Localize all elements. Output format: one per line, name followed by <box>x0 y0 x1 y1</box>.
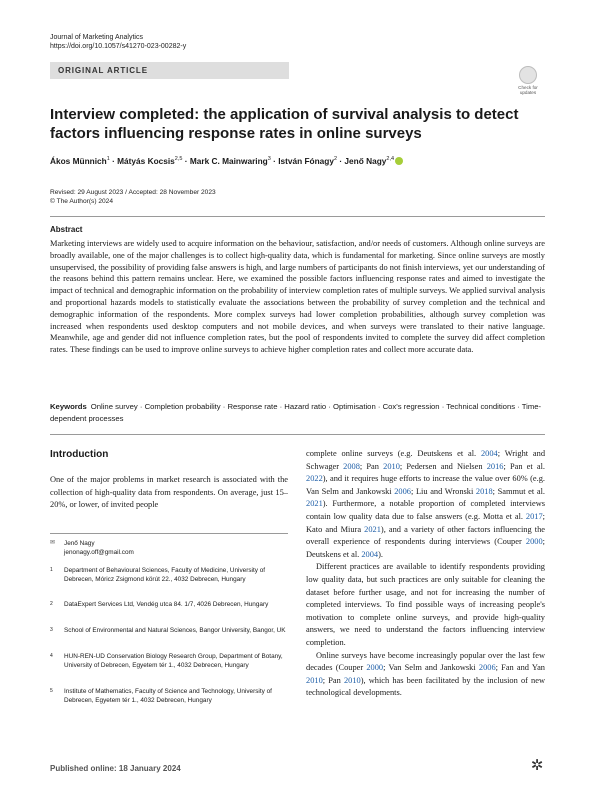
text-segment: ). Furthermore, a notable proportion of completed interviews contain low quality data due to false answers (e.g. Motta et al. <box>306 499 545 521</box>
introduction-paragraph-1 <box>306 448 545 561</box>
journal-doi[interactable]: https://doi.org/10.1057/s41270-023-00282-y <box>50 43 187 50</box>
affiliation-text: School of Environmental and Natural Sciences, Bangor University, Bangor, UK <box>64 627 286 634</box>
orcid-icon[interactable] <box>395 157 403 165</box>
text-segment: ; Fan and Yan <box>495 663 545 673</box>
affiliation-text: Department of Behavioural Sciences, Faculty of Medicine, University of Debrecen, Móricz Zsigmond körút 22., 4032 Debrecen, Hungary <box>64 567 266 583</box>
article-dates <box>50 188 216 206</box>
citation-link[interactable]: 2018 <box>475 486 493 496</box>
introduction-paragraph-3 <box>306 650 545 700</box>
divider <box>50 216 545 217</box>
author-separator: · <box>337 156 345 166</box>
citation-link[interactable]: 2017 <box>525 511 543 521</box>
text-segment: ; Deutskens et al. <box>306 537 545 559</box>
author-name[interactable]: Mátyás Kocsis <box>117 156 175 166</box>
keywords-label: Keywords <box>50 402 87 411</box>
check-updates-line1: Check for <box>518 85 538 90</box>
abstract-heading: Abstract <box>50 225 83 234</box>
abstract-text: Marketing interviews are widely used to acquire information on the behaviour, satisfaction, and/or needs of customers. Although online surveys are broadly available, one of the major challenges is to collect high-quality data, which is fundamental for marketing. Since online surveys are mostly unsupervised, the possibility of providing false answers is high, and large numbers of participants do not finish interviews, yet our understanding of the reasons behind this pattern remains unclear. Here, we examined the possible factors influencing response rates and aimed to investigate the impact of technical and demographic information on the probability of interview completion rates of multiple surveys. We applied survival analysis and proportional hazards models to statistically evaluate the associations between the probability of survey completion and the technical and demographic information of the respondents. More complex surveys had lower completion probabilities, although survey completion was increased when respondents used desktop computers and not mobile devices, and when surveys were translated to their native language. Meanwhile, age and gender did not influence completion rates, but the pool of respondents invited to complete the survey did affect completion rates. These findings can be used to improve online surveys to achieve higher completion rates and collect more accurate data. <box>50 239 545 355</box>
author-affiliation-sup: 2,5 <box>174 156 183 163</box>
author-list <box>50 156 550 166</box>
author-name[interactable]: Mark C. Mainwaring <box>189 156 268 166</box>
published-online: Published online: 18 January 2024 <box>50 764 181 773</box>
text-segment: complete online surveys (e.g. Deutskens et al. <box>306 449 481 458</box>
affiliation-number: 3 <box>50 627 53 633</box>
footnote-divider <box>50 533 288 534</box>
author-name[interactable]: István Fónagy <box>278 156 334 166</box>
author-separator: · <box>182 156 190 166</box>
citation-link[interactable]: 2000 <box>525 537 543 547</box>
section-bar <box>50 62 289 79</box>
citation-link[interactable]: 2008 <box>343 461 360 471</box>
text-segment: ; Liu and Wronski <box>410 486 476 496</box>
text-segment: ; Pan et al. <box>503 461 545 471</box>
affiliation-text: Institute of Mathematics, Faculty of Science and Technology, University of Debrecen, Egyetem tér 1., 4032 Debrecen, Hungary <box>64 688 272 704</box>
affiliation-number: 2 <box>50 601 53 607</box>
introduction-left-column: One of the major problems in market research is associated with the collection of high-quality data from respondents. On average, just 15–20%, or lower, of invited people <box>50 475 288 510</box>
text-segment: ; Pedersen and Nielsen <box>399 461 487 471</box>
divider <box>50 434 545 435</box>
copyright-line: © The Author(s) 2024 <box>50 198 114 205</box>
text-segment: ; Kato and Miura <box>306 511 545 534</box>
affiliation-text: HUN-REN-UD Conservation Biology Research Group, Department of Botany, University of Debrecen, Egyetem tér 1., 4032 Debrecen, Hungary <box>64 653 283 669</box>
author-name[interactable]: Jenő Nagy <box>344 156 387 166</box>
text-segment: ; Sammut et al. <box>492 486 545 496</box>
affiliation-text: DataExpert Services Ltd, Vendég utca 84. 1/7, 4026 Debrecen, Hungary <box>64 601 269 608</box>
text-segment: ). <box>378 549 383 559</box>
citation-link[interactable]: 2010 <box>306 675 323 685</box>
author-separator: · <box>270 156 279 166</box>
citation-link[interactable]: 2010 <box>383 461 400 471</box>
citation-link[interactable]: 2022 <box>306 474 323 484</box>
section-label: ORIGINAL ARTICLE <box>58 66 148 75</box>
introduction-heading: Introduction <box>50 449 109 460</box>
citation-link[interactable]: 2006 <box>478 663 496 673</box>
correspondence-name: Jenő Nagy <box>64 540 95 547</box>
author-separator: · <box>109 156 118 166</box>
introduction-right-column <box>306 448 545 700</box>
springer-nature-logo-icon: ✲ <box>530 756 544 774</box>
author-affiliation-sup: 3 <box>267 156 271 163</box>
author-affiliation-sup: 2 <box>333 156 338 163</box>
check-updates-line2: updates <box>519 90 537 96</box>
article-title: Interview completed: the application of survival analysis to detect factors influencing response rates in online surveys <box>50 106 519 142</box>
keywords-list: Online survey · Completion probability · Response rate · Hazard ratio · Optimisation · Cox's regression · Technical conditions · Time-dependent processes <box>50 402 542 424</box>
text-segment: ; Van Selm and Jankowski <box>383 663 479 673</box>
journal-header <box>50 33 186 51</box>
text-segment: Online surveys have become increasingly popular over the last few decades (Couper <box>306 650 545 673</box>
citation-link[interactable]: 2004 <box>480 449 498 458</box>
citation-link[interactable]: 2004 <box>361 549 379 559</box>
citation-link[interactable]: 2021 <box>364 524 381 534</box>
citation-link[interactable]: 2021 <box>306 499 323 509</box>
text-segment: ; Pan <box>322 675 344 685</box>
author-affiliation-sup: 1 <box>106 156 110 163</box>
journal-name: Journal of Marketing Analytics <box>50 34 143 41</box>
text-segment: ), and it requires huge efforts to increase the value over 60% (e.g. Van Selm and Jankowski <box>306 474 545 496</box>
citation-link[interactable]: 2016 <box>486 461 504 471</box>
text-segment: ; Wright and Schwager <box>306 449 546 471</box>
correspondence-email[interactable]: jenonagy.off@gmail.com <box>64 549 134 556</box>
introduction-paragraph-2: Different practices are available to identify respondents providing low quality data, but such practices are only suitable for cleaning the dataset before further usage, and not for increasing the number of completed interviews. To find possible ways of increasing people's motivation to complete online surveys, and provide high-quality answers, we need to understand the factors influencing interview completion. <box>306 562 545 647</box>
affiliation-number: 5 <box>50 688 53 694</box>
check-for-updates-badge[interactable] <box>512 66 544 98</box>
citation-link[interactable]: 2010 <box>343 675 361 685</box>
check-for-updates-icon <box>519 66 537 84</box>
text-segment: ; Pan <box>359 461 384 471</box>
author-affiliation-sup: 2,4 <box>386 156 395 163</box>
envelope-icon: ✉ <box>50 540 56 546</box>
citation-link[interactable]: 2000 <box>366 663 384 673</box>
author-name[interactable]: Ákos Münnich <box>50 156 107 166</box>
text-segment: ), and a variety of other factors influencing the overall experience of respondents during interviews (Couper <box>306 524 546 547</box>
text-segment: ), which has been facilitated by the inclusion of new technological developments. <box>306 675 546 698</box>
affiliation-number: 1 <box>50 567 53 573</box>
revised-accepted-dates: Revised: 29 August 2023 / Accepted: 28 November 2023 <box>50 189 216 196</box>
affiliation-number: 4 <box>50 653 53 659</box>
citation-link[interactable]: 2006 <box>394 486 411 496</box>
keywords <box>50 401 545 425</box>
